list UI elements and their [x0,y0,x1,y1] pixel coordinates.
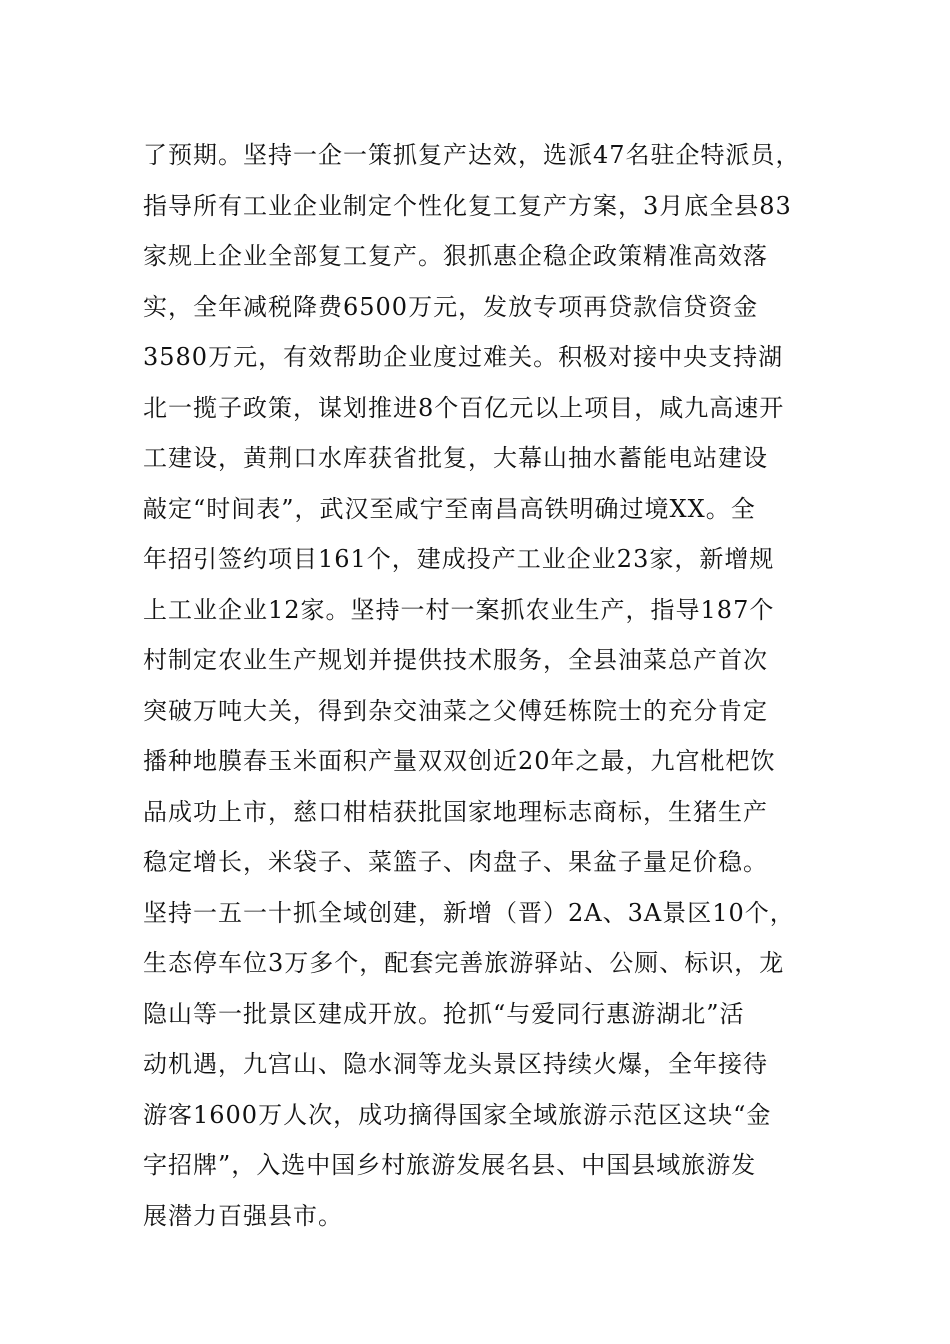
text-line: 稳定增长，米袋子、菜篮子、肉盘子、果盆子量足价稳。 [143,848,768,876]
text-line: 上工业企业12家。坚持一村一案抓农业生产，指导187个 [143,595,775,624]
text-line: 年招引签约项目161个，建成投产工业企业23家，新增规 [143,545,775,573]
text-line: 坚持一五一十抓全域创建，新增（晋）2A、3A景区10个， [143,898,795,927]
text-line: 隐山等一批景区建成开放。抢抓“与爱同行惠游湖北”活 [143,999,745,1028]
text-line: 指导所有工业企业制定个性化复工复产方案，3月底全县83 [143,191,792,220]
text-line: 村制定农业生产规划并提供技术服务，全县油菜总产首次 [143,646,768,674]
text-line: 工建设，黄荆口水库获省批复，大幕山抽水蓄能电站建设 [143,444,768,472]
text-line: 北一揽子政策，谋划推进8个百亿元以上项目，咸九高速开 [143,393,785,422]
text-line: 突破万吨大关，得到杂交油菜之父傅廷栋院士的充分肯定 [143,696,768,725]
text-line: 家规上企业全部复工复产。狠抓惠企稳企政策精准高效落 [143,242,768,270]
text-line: 播种地膜春玉米面积产量双双创近20年之最，九宫枇杷饮 [143,747,776,775]
body-paragraph [143,130,843,1241]
text-line: 展潜力百强县市。 [143,1201,343,1230]
text-line: 字招牌”，入选中国乡村旅游发展名县、中国县域旅游发 [143,1151,757,1179]
text-line: 了预期。坚持一企一策抓复产达效，选派47名驻企特派员， [143,141,801,169]
text-line: 品成功上市，慈口柑桔获批国家地理标志商标，生猪生产 [143,797,768,826]
text-line: 敲定“时间表”，武汉至咸宁至南昌高铁明确过境XX。全 [143,494,756,523]
text-line: 生态停车位3万多个，配套完善旅游驿站、公厕、标识，龙 [143,949,785,977]
text-line: 动机遇，九宫山、隐水洞等龙头景区持续火爆，全年接待 [143,1050,768,1078]
text-line: 3580万元，有效帮助企业度过难关。积极对接中央支持湖 [143,343,784,371]
text-line: 游客1600万人次，成功摘得国家全域旅游示范区这块“金 [143,1100,772,1129]
text-line: 实，全年减税降费6500万元，发放专项再贷款信贷资金 [143,292,759,321]
